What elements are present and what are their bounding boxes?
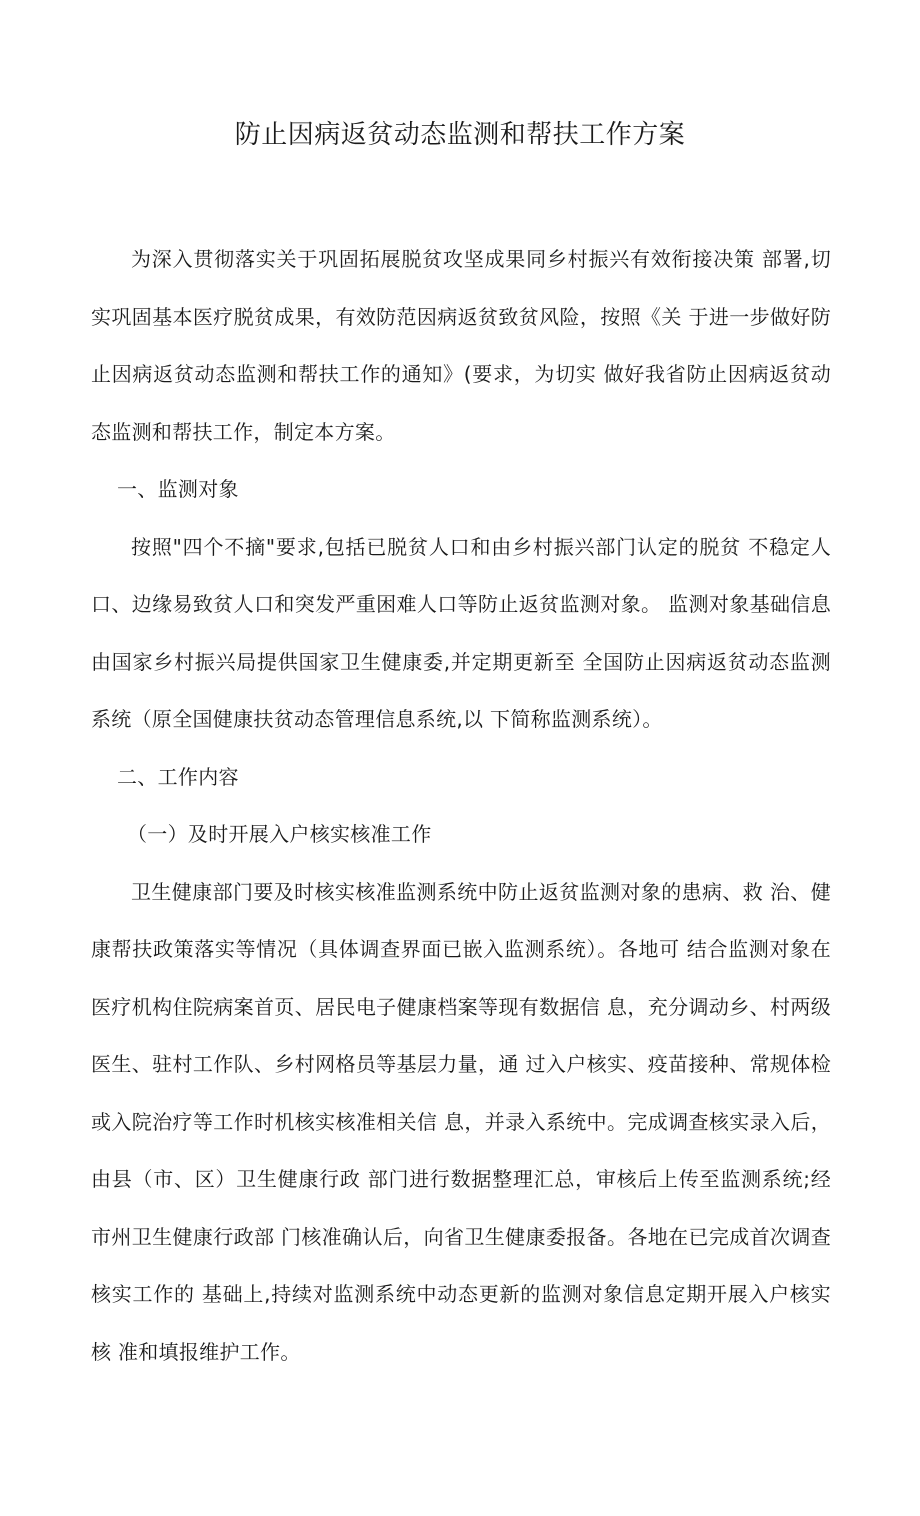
document-title: 防止因病返贫动态监测和帮扶工作方案 [234,120,686,150]
section-paragraph-monitoring-targets: 按照"四个不摘"要求,包括已脱贫人口和由乡村振兴部门认定的脱贫 不稳定人口、边缘易致贫人口和突发严重困难人口等防止返贫监测对象。 监测对象基础信息由国家乡村振兴局提供国家卫生健康委,并定期更新至 全国防止因病返贫动态监测系统（原全国健康扶贫动态管理信息系统,以 下简称监测系统）。 [91,534,831,731]
intro-paragraph: 为深入贯彻落实关于巩固拓展脱贫攻坚成果同乡村振兴有效衔接决策 部署,切实巩固基本医疗脱贫成果，有效防范因病返贫致贫风险，按照《关 于进一步做好防止因病返贫动态监测和帮扶工作的通知》(要求，为切实 做好我省防止因病返贫动态监测和帮扶工作，制定本方案。 [91,247,831,444]
document-body [91,231,831,1381]
subsection-paragraph-verification: 卫生健康部门要及时核实核准监测系统中防止返贫监测对象的患病、救 治、健康帮扶政策落实等情况（具体调查界面已嵌入监测系统）。各地可 结合监测对象在医疗机构住院病案首页、居民电子健康档案等现有数据信 息，充分调动乡、村两级医生、驻村工作队、乡村网格员等基层力量，通 过入户核实、疫苗接种、常规体检或入院治疗等工作时机核实核准相关信 息，并录入系统中。完成调查核实录入后，由县（市、区）卫生健康行政 部门进行数据整理汇总，审核后上传至监测系统;经市州卫生健康行政部 门核准确认后，向省卫生健康委报备。各地在已完成首次调查核实工作的 基础上,持续对监测系统中动态更新的监测对象信息定期开展入户核实核 准和填报维护工作。 [91,879,831,1364]
section-heading-work-content: 二、工作内容 [117,764,239,789]
section-heading-monitoring-targets: 一、监测对象 [117,477,239,501]
subsection-heading-verification: （一）及时开展入户核实核准工作 [127,822,432,846]
